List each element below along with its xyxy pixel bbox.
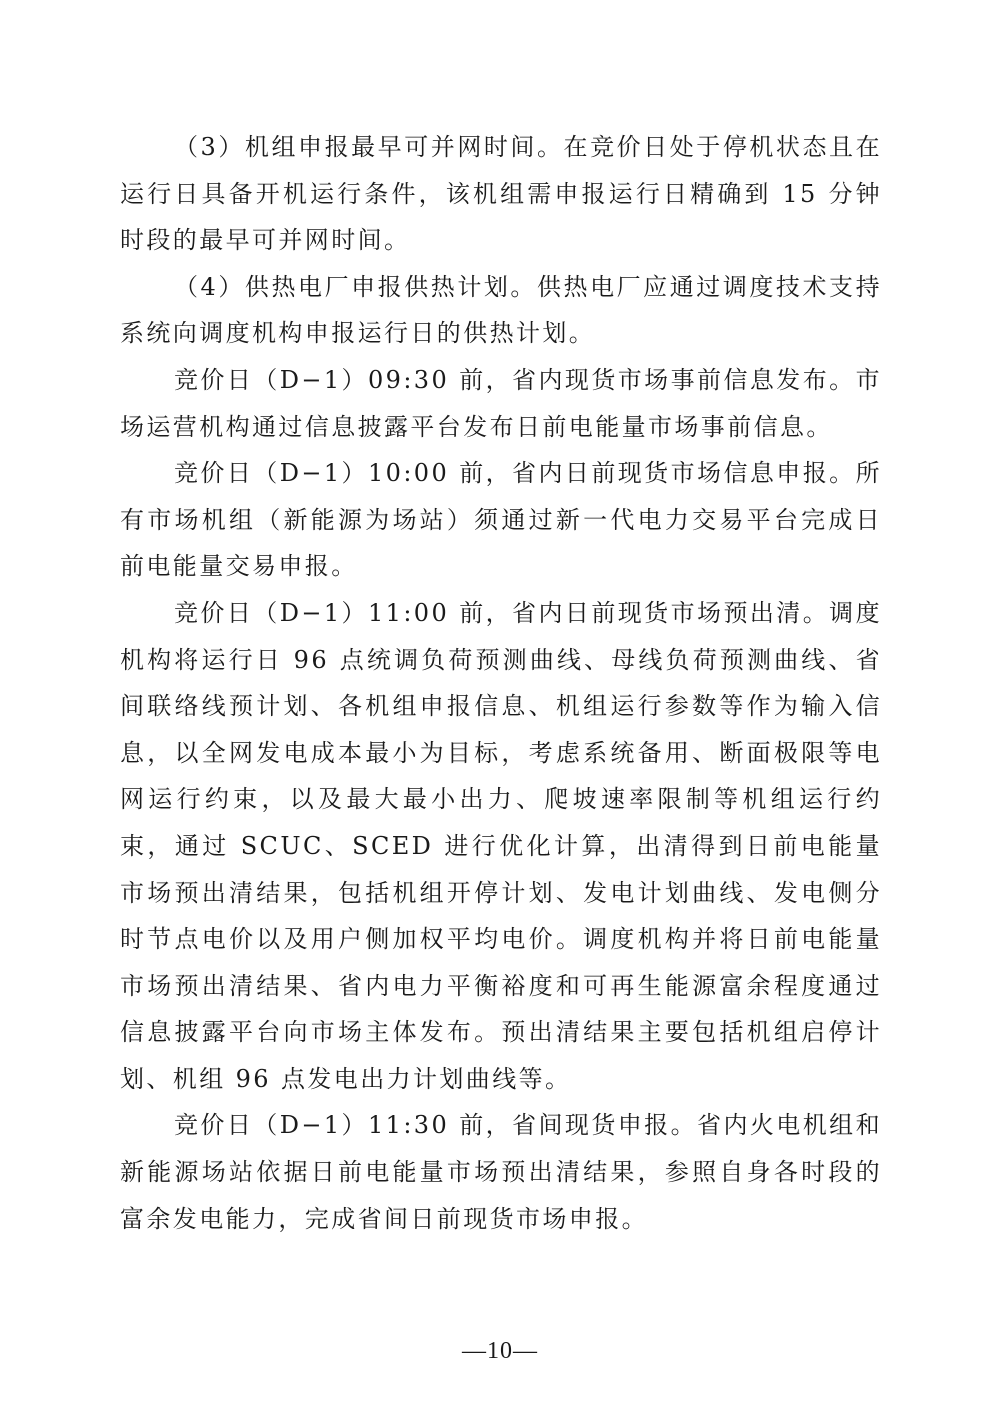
paragraph-1000-info-declaration: 竞价日（D−1）10:00 前，省内日前现货市场信息申报。所有市场机组（新能源为场站）须通过新一代电力交易平台完成日前电能量交易申报。 (120, 459, 882, 581)
paragraph-earliest-grid-connection-time: （3）机组申报最早可并网时间。在竞价日处于停机状态且在运行日具备开机运行条件，该机组需申报运行日精确到 15 分钟时段的最早可并网时间。 (120, 133, 882, 255)
document-body (120, 124, 882, 1242)
paragraph-1130-interprovincial-declaration: 竞价日（D−1）11:30 前，省间现货申报。省内火电机组和新能源场站依据日前电能量市场预出清结果，参照自身各时段的富余发电能力，完成省间日前现货市场申报。 (120, 1111, 882, 1233)
page-number: —10— (462, 1338, 538, 1364)
paragraph-1100-pre-clearing: 竞价日（D−1）11:00 前，省内日前现货市场预出清。调度机构将运行日 96 点统调负荷预测曲线、母线负荷预测曲线、省间联络线预计划、各机组申报信息、机组运行参数等作为输入信息，以全网发电成本最小为目标，考虑系统备用、断面极限等电网运行约束，以及最大最小出力、爬坡速率限制等机组运行约束，通过 SCUC、SCED 进行优化计算，出清得到日前电能量市场预出清结果，包括机组开停计划、发电计划曲线、发电侧分时节点电价以及用户侧加权平均电价。调度机构并将日前电能量市场预出清结果、省内电力平衡裕度和可再生能源富余程度通过信息披露平台向市场主体发布。预出清结果主要包括机组启停计划、机组 96 点发电出力计划曲线等。 (120, 598, 882, 1093)
paragraph-0930-info-release: 竞价日（D−1）09:30 前，省内现货市场事前信息发布。市场运营机构通过信息披露平台发布日前电能量市场事前信息。 (120, 365, 882, 441)
paragraph-heating-plan: （4）供热电厂申报供热计划。供热电厂应通过调度技术支持系统向调度机构申报运行日的供热计划。 (120, 272, 882, 348)
